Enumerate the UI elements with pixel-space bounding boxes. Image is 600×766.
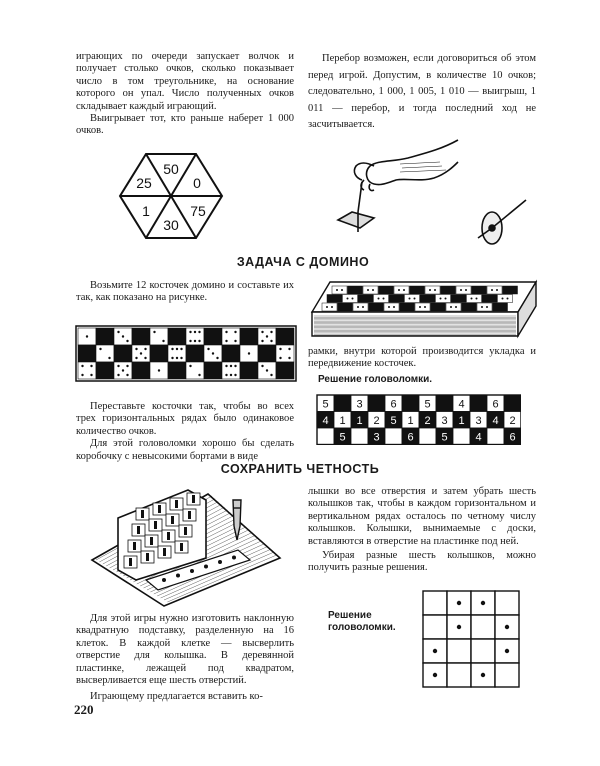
domino-box-cell — [451, 295, 466, 303]
domino-solution-value: 5 — [339, 431, 346, 444]
domino-pip — [481, 306, 483, 308]
domino-box-cell — [415, 303, 430, 311]
hex-value-top-right: 0 — [193, 175, 201, 191]
domino-pip — [266, 369, 268, 371]
domino-solution-value: 2 — [424, 414, 431, 427]
domino-pip — [117, 365, 119, 367]
domino-box-cell — [477, 303, 492, 311]
domino-pip — [198, 340, 200, 342]
parity-grid-cell — [471, 639, 495, 663]
domino-pip — [445, 298, 447, 300]
domino-box-cell — [322, 303, 337, 311]
domino-pip — [476, 298, 478, 300]
domino-pip — [471, 298, 473, 300]
domino-pip — [261, 331, 263, 333]
hand-spinning-top-illustration — [330, 132, 460, 242]
domino-solution-cell — [487, 428, 504, 445]
domino-solution-cell — [402, 395, 419, 412]
paragraph-domino-box: Для этой головоломки хорошо бы сделать коробочку с невысокими бортами в виде — [76, 438, 294, 462]
domino-solution-value: 3 — [356, 398, 363, 411]
domino-row-cell — [186, 345, 204, 362]
parity-peg — [481, 601, 485, 605]
domino-pip — [429, 289, 431, 291]
domino-solution-value: 6 — [390, 398, 397, 411]
domino-instructions — [76, 401, 294, 463]
domino-row-cell — [150, 328, 168, 345]
domino-box-cell — [348, 286, 363, 294]
domino-row-cell — [276, 345, 294, 362]
domino-pip — [270, 340, 272, 342]
parity-peg — [457, 625, 461, 629]
peg — [163, 548, 166, 556]
domino-pip — [419, 306, 421, 308]
paragraph-parity-board: Для этой игры нужно изготовить наклонную квадратную подставку, разделенную на 16 клеток. В каждой клетке — высверлить отверстие для колышка. В деревянной пластинке, лежащей под квадратом, высверливается еще шесть отверстий. — [76, 613, 294, 687]
domino-pip — [225, 331, 227, 333]
domino-box-cell — [384, 303, 399, 311]
domino-pip — [331, 306, 333, 308]
domino-pip — [144, 357, 146, 359]
hex-value-top-left: 25 — [136, 175, 152, 191]
domino-solution-value: 5 — [424, 398, 431, 411]
domino-row-cell — [168, 345, 186, 362]
plank-hole — [190, 569, 194, 573]
domino-box-cell — [327, 295, 342, 303]
domino-box-cell — [467, 295, 482, 303]
domino-pip — [398, 289, 400, 291]
domino-pip — [409, 298, 411, 300]
domino-pip — [352, 298, 354, 300]
domino-box-cell — [338, 303, 353, 311]
domino-solution-cell — [334, 395, 351, 412]
peg-illustration — [230, 498, 244, 542]
domino-pip — [288, 357, 290, 359]
paragraph-domino-frame: рамки, внутри которой производится укладка и передвижение косточек. — [308, 346, 536, 370]
domino-pip — [248, 352, 250, 354]
paragraph-spinner-rules: играющих по очереди запускает волчок и получает столько очков, сколько показывает число в том треугольнике, на основание которого он упал. Число полученных очков складывает каждый играющий. — [76, 51, 294, 112]
parity-peg — [481, 673, 485, 677]
domino-solution-value: 4 — [475, 431, 482, 444]
domino-pip — [270, 374, 272, 376]
domino-solution-cell — [504, 395, 521, 412]
domino-box-cell — [332, 286, 347, 294]
domino-pip — [234, 340, 236, 342]
domino-pip — [162, 340, 164, 342]
domino-intro — [76, 280, 294, 305]
domino-solution-value: 4 — [492, 414, 499, 427]
paragraph-parity-solutions: Убирая разные шесть колышков, можно получить разные решения. — [308, 550, 536, 574]
domino-solution-value: 1 — [339, 414, 346, 427]
heading-keep-parity: СОХРАНИТЬ ЧЕТНОСТЬ — [220, 462, 380, 476]
domino-row-figure — [74, 325, 298, 385]
peg — [158, 505, 161, 513]
domino-pip — [507, 298, 509, 300]
domino-solution-value: 5 — [390, 414, 397, 427]
domino-row-cell — [96, 362, 114, 379]
paragraph-domino-intro: Возьмите 12 косточек домино и составьте их так, как показано на рисунке. — [76, 280, 294, 304]
domino-box-cell — [462, 303, 477, 311]
domino-pip — [383, 298, 385, 300]
domino-box-cell — [410, 286, 425, 294]
domino-row-cell — [186, 328, 204, 345]
plank-hole — [176, 574, 180, 578]
paragraph-overflow-rule: Перебор возможен, если договориться об этом перед игрой. Допустим, в количестве 10 очков; следовательно, 1 000, 1 005, 1 010 — выигрыш, 1 011 — перебор, и тогда последний ход не засчитывается. — [308, 53, 536, 130]
page-number: 220 — [74, 702, 94, 717]
domino-box-cell — [400, 303, 415, 311]
parity-grid-cell — [495, 591, 519, 615]
domino-solution-value: 6 — [407, 431, 414, 444]
domino-pip — [502, 298, 504, 300]
domino-row-cell — [222, 345, 240, 362]
domino-solution-cell — [385, 428, 402, 445]
domino-solution-value: 5 — [322, 398, 329, 411]
domino-pip — [90, 374, 92, 376]
parity-grid-cell — [495, 663, 519, 687]
domino-pip — [378, 298, 380, 300]
domino-row-cell — [258, 345, 276, 362]
domino-solution-cell — [436, 395, 453, 412]
domino-box-cell — [472, 286, 487, 294]
domino-pip — [108, 357, 110, 359]
domino-pip — [117, 331, 119, 333]
domino-pip — [122, 335, 124, 337]
domino-solution-value: 4 — [458, 398, 465, 411]
domino-box-cell — [456, 286, 471, 294]
domino-pip — [496, 289, 498, 291]
domino-solution-value: 2 — [373, 414, 380, 427]
domino-box-cell — [503, 286, 518, 294]
domino-pip — [86, 335, 88, 337]
domino-pip — [434, 289, 436, 291]
domino-pip — [99, 348, 101, 350]
paragraph-win-condition: Выигрывает тот, кто раньше наберет 1 000 очков. — [76, 113, 294, 137]
domino-box-cell — [389, 295, 404, 303]
plank-hole — [232, 556, 236, 560]
domino-solution-caption: Решение головоломки. — [318, 374, 433, 385]
domino-box-cell — [343, 295, 358, 303]
hex-value-bottom: 30 — [163, 217, 179, 233]
parity-right-text — [308, 486, 536, 575]
domino-box-cell — [394, 286, 409, 294]
domino-pip — [117, 374, 119, 376]
domino-pip — [393, 306, 395, 308]
domino-pip — [414, 298, 416, 300]
domino-solution-value: 1 — [356, 414, 363, 427]
domino-solution-value: 1 — [458, 414, 465, 427]
domino-pip — [207, 348, 209, 350]
domino-pip — [189, 331, 191, 333]
domino-row-cell — [78, 362, 96, 379]
domino-solution-value: 4 — [322, 414, 329, 427]
domino-box-cell — [379, 286, 394, 294]
domino-pip — [388, 306, 390, 308]
domino-pip — [440, 298, 442, 300]
domino-pip — [367, 289, 369, 291]
domino-pip — [266, 335, 268, 337]
domino-pip — [158, 369, 160, 371]
domino-box-cell — [431, 303, 446, 311]
domino-box-cell — [425, 286, 440, 294]
domino-pip — [81, 365, 83, 367]
parity-peg — [433, 673, 437, 677]
domino-row-cell — [204, 362, 222, 379]
domino-pip — [450, 306, 452, 308]
domino-pip — [144, 348, 146, 350]
domino-box-cell — [441, 286, 456, 294]
spinner-hexagon-figure — [118, 152, 224, 240]
domino-pip — [230, 365, 232, 367]
domino-solution-value: 5 — [441, 431, 448, 444]
domino-box-cell — [493, 303, 508, 311]
domino-pip — [424, 306, 426, 308]
domino-pip — [180, 357, 182, 359]
domino-pip — [135, 348, 137, 350]
domino-pip — [491, 289, 493, 291]
domino-box-cell — [353, 303, 368, 311]
domino-pip — [347, 298, 349, 300]
domino-pip — [230, 374, 232, 376]
domino-solution-value: 3 — [475, 414, 482, 427]
domino-row-cell — [222, 362, 240, 379]
domino-pip — [189, 365, 191, 367]
domino-pip — [176, 348, 178, 350]
domino-pip — [288, 348, 290, 350]
domino-row-cell — [240, 328, 258, 345]
peg — [146, 553, 149, 561]
domino-pip — [225, 365, 227, 367]
domino-pip — [90, 365, 92, 367]
domino-solution-value: 3 — [441, 414, 448, 427]
peg — [180, 543, 183, 551]
domino-solution-cell — [368, 395, 385, 412]
domino-pip — [403, 289, 405, 291]
domino-box-cell — [498, 295, 513, 303]
domino-row-cell — [132, 328, 150, 345]
peg — [154, 521, 157, 529]
domino-pip — [126, 374, 128, 376]
domino-pip — [171, 348, 173, 350]
plank-hole — [218, 560, 222, 564]
domino-solution-figure — [315, 393, 521, 445]
domino-row-cell — [186, 362, 204, 379]
peg — [137, 526, 140, 534]
domino-row-cell — [276, 362, 294, 379]
plank-hole — [162, 578, 166, 582]
peg — [133, 542, 136, 550]
peg — [150, 537, 153, 545]
peg — [141, 510, 144, 518]
domino-pip — [225, 340, 227, 342]
peg — [188, 511, 191, 519]
domino-row-cell — [150, 345, 168, 362]
domino-solution-cell — [317, 428, 334, 445]
domino-pip — [465, 289, 467, 291]
top-left-column — [76, 51, 294, 138]
hex-value-bottom-right: 75 — [190, 203, 206, 219]
domino-row-cell — [168, 362, 186, 379]
domino-solution-value: 6 — [509, 431, 516, 444]
domino-box-cell — [369, 303, 384, 311]
domino-pip — [122, 369, 124, 371]
domino-box-front — [312, 312, 518, 336]
domino-pip — [216, 357, 218, 359]
peg — [192, 495, 195, 503]
domino-row-cell — [168, 328, 186, 345]
domino-pip — [225, 374, 227, 376]
domino-row-cell — [132, 362, 150, 379]
domino-pip — [198, 331, 200, 333]
domino-row-cell — [78, 345, 96, 362]
domino-pip — [341, 289, 343, 291]
parity-peg — [433, 649, 437, 653]
domino-pip — [326, 306, 328, 308]
domino-pip — [212, 352, 214, 354]
peg — [171, 516, 174, 524]
domino-pip — [198, 374, 200, 376]
domino-pip — [180, 348, 182, 350]
domino-solution-value: 6 — [492, 398, 499, 411]
domino-pip — [81, 374, 83, 376]
domino-pip — [153, 331, 155, 333]
domino-pip — [279, 357, 281, 359]
parity-grid-cell — [447, 639, 471, 663]
domino-box-cell — [436, 295, 451, 303]
domino-pip — [455, 306, 457, 308]
domino-pip — [126, 365, 128, 367]
domino-solution-cell — [419, 428, 436, 445]
domino-pip — [176, 357, 178, 359]
domino-box-cell — [363, 286, 378, 294]
domino-row-cell — [222, 328, 240, 345]
domino-pip — [261, 340, 263, 342]
domino-pip — [357, 306, 359, 308]
domino-solution-value: 3 — [373, 431, 380, 444]
spinning-top-illustration — [470, 192, 532, 254]
top-right-column — [308, 51, 536, 134]
domino-pip — [336, 289, 338, 291]
domino-box-cell — [482, 295, 497, 303]
parity-grid-cell — [423, 615, 447, 639]
parity-grid-cell — [471, 615, 495, 639]
domino-box-cell — [374, 295, 389, 303]
peg-board-illustration — [88, 484, 282, 608]
peg — [129, 558, 132, 566]
domino-row-cell — [114, 345, 132, 362]
paragraph-parity-player: Играющему предлагается вставить ко- — [90, 691, 263, 703]
domino-pip — [135, 357, 137, 359]
domino-row-cell — [96, 345, 114, 362]
domino-pip — [279, 348, 281, 350]
parity-peg — [457, 601, 461, 605]
domino-box-cell — [487, 286, 502, 294]
domino-pip — [362, 306, 364, 308]
parity-left-text — [76, 613, 294, 704]
domino-box-cell — [420, 295, 435, 303]
domino-pip — [234, 365, 236, 367]
domino-pip — [140, 352, 142, 354]
domino-solution-cell — [470, 395, 487, 412]
domino-solution-cell — [351, 428, 368, 445]
domino-solution-value: 2 — [509, 414, 516, 427]
peg — [184, 527, 187, 535]
domino-pip — [234, 331, 236, 333]
domino-pip — [270, 331, 272, 333]
paragraph-domino-task: Переставьте косточки так, чтобы во всех трех горизонтальных рядах было одинаковое количество очков. — [76, 401, 294, 437]
plank-hole — [204, 565, 208, 569]
parity-peg — [505, 625, 509, 629]
peg — [167, 532, 170, 540]
domino-pip — [171, 357, 173, 359]
paragraph-parity-pegs: лышки во все отверстия и затем убрать шесть колышков так, чтобы в каждом горизонтальном и вертикальном рядах осталось по четному числу колышков. Колышки, вынимаемые с доски, вставляются в отверстие на пластинке под ней. — [308, 486, 536, 547]
domino-row-cell — [96, 328, 114, 345]
domino-pip — [372, 289, 374, 291]
parity-grid-cell — [423, 591, 447, 615]
domino-pip — [460, 289, 462, 291]
domino-pip — [261, 365, 263, 367]
domino-solution-value: 1 — [407, 414, 414, 427]
hex-value-top: 50 — [163, 161, 179, 177]
domino-box-cell — [446, 303, 461, 311]
domino-row-cell — [204, 328, 222, 345]
domino-row-cell — [240, 362, 258, 379]
domino-pip — [194, 331, 196, 333]
domino-solution-cell — [453, 428, 470, 445]
domino-box-text — [308, 346, 536, 371]
domino-pip — [486, 306, 488, 308]
domino-row-cell — [276, 328, 294, 345]
domino-box-cell — [358, 295, 373, 303]
domino-pip — [234, 374, 236, 376]
parity-solution-caption: Решение головоломки. — [328, 610, 396, 633]
heading-domino-puzzle: ЗАДАЧА С ДОМИНО — [236, 255, 370, 269]
domino-pip — [189, 340, 191, 342]
parity-solution-grid — [420, 588, 522, 690]
domino-box-illustration — [308, 278, 540, 344]
domino-pip — [194, 340, 196, 342]
peg — [175, 500, 178, 508]
domino-box-cell — [405, 295, 420, 303]
domino-pip — [126, 340, 128, 342]
parity-grid-cell — [447, 663, 471, 687]
parity-peg — [505, 649, 509, 653]
hex-value-bottom-left: 1 — [142, 203, 150, 219]
